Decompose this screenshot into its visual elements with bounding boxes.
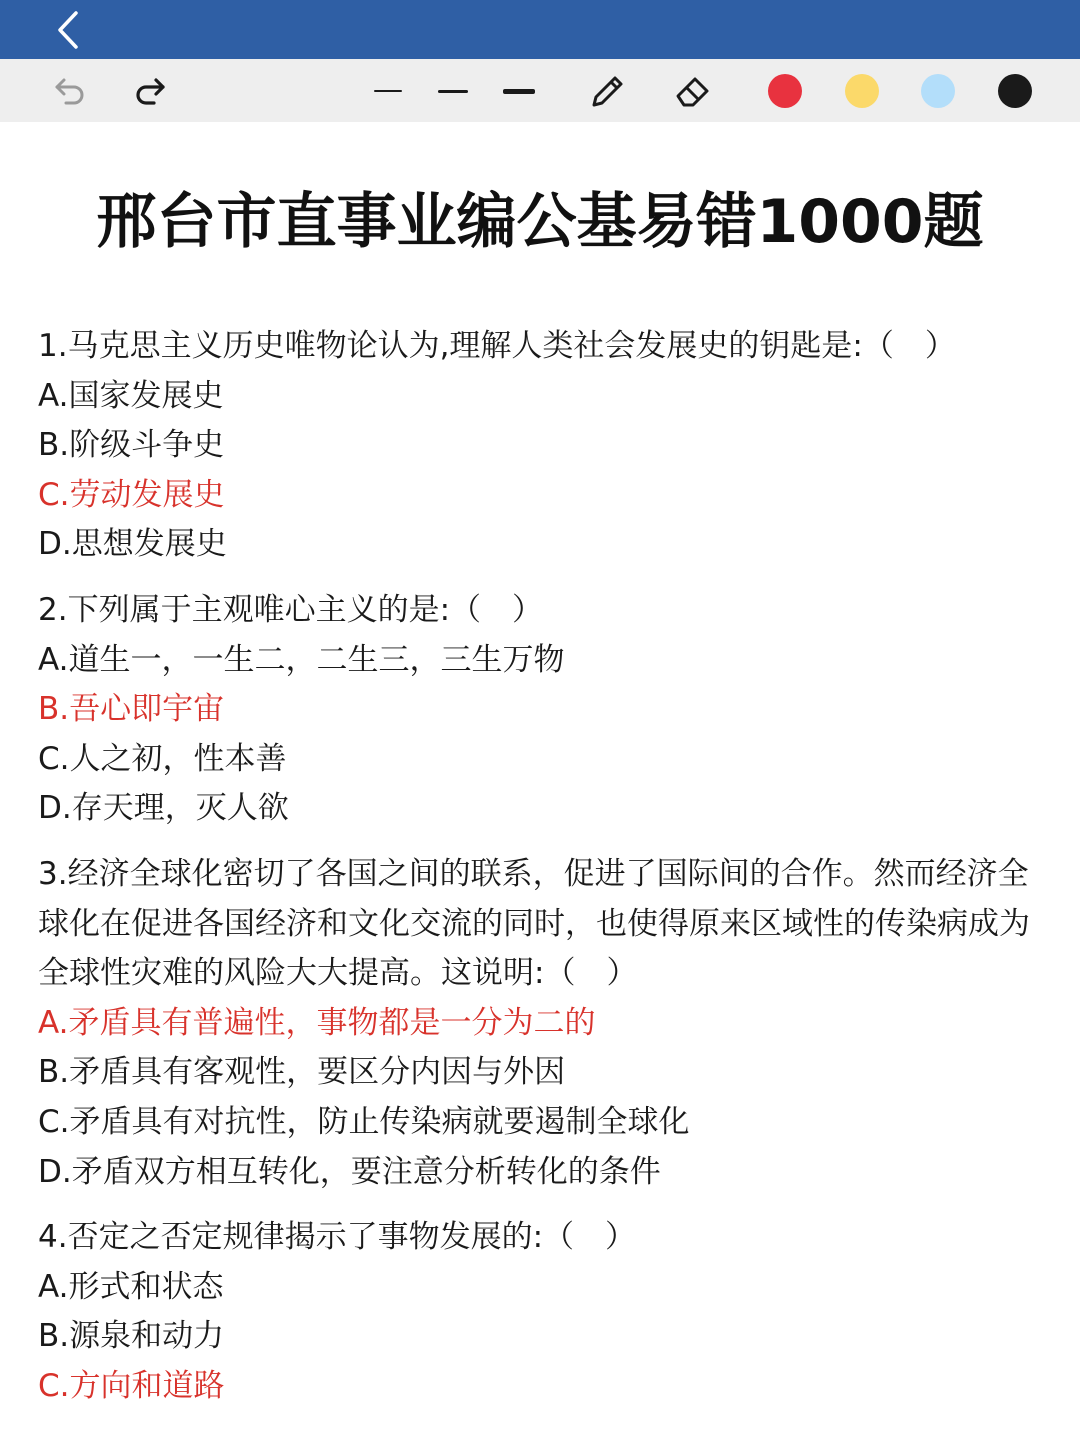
question-stem: 1.马克思主义历史唯物论认为,理解人类社会发展史的钥匙是:（ ） bbox=[38, 328, 956, 364]
answer-option: A.形式和状态 bbox=[38, 1268, 224, 1305]
question-block bbox=[38, 1213, 1048, 1411]
red-color-swatch[interactable] bbox=[768, 74, 802, 108]
chevron-left-icon bbox=[48, 8, 88, 52]
redo-icon bbox=[130, 71, 170, 111]
thick-stroke-icon bbox=[503, 89, 535, 94]
pencil-icon bbox=[586, 69, 630, 113]
eraser-button[interactable] bbox=[672, 69, 716, 113]
answer-option: A.国家发展史 bbox=[38, 377, 224, 414]
answer-option: D.思想发展史 bbox=[38, 526, 227, 563]
answer-option: B.阶级斗争史 bbox=[38, 427, 225, 464]
thin-stroke-button[interactable] bbox=[366, 69, 410, 113]
answer-option: B.源泉和动力 bbox=[38, 1318, 225, 1355]
answer-option: C.矛盾具有对抗性，防止传染病就要遏制全球化 bbox=[38, 1103, 690, 1140]
back-button[interactable] bbox=[48, 8, 88, 52]
light-blue-color-swatch[interactable] bbox=[921, 74, 955, 108]
document-title bbox=[91, 180, 990, 264]
undo-icon bbox=[50, 71, 90, 111]
title-area bbox=[0, 180, 1080, 264]
eraser-icon bbox=[672, 69, 716, 113]
answer-option-correct: A.矛盾具有普遍性，事物都是一分为二的 bbox=[38, 1004, 596, 1041]
redo-button[interactable] bbox=[128, 69, 172, 113]
question-list bbox=[38, 322, 1048, 1427]
question-block bbox=[38, 850, 1048, 1197]
undo-button[interactable] bbox=[48, 69, 92, 113]
pencil-button[interactable] bbox=[586, 69, 630, 113]
answer-option: A.道生一，一生二，二生三，三生万物 bbox=[38, 641, 565, 678]
question-stem: 3.经济全球化密切了各国之间的联系，促进了国际间的合作。然而经济全球化在促进各国经济和文化交流的同时，也使得原来区域性的传染病成为全球性灾难的风险大大提高。这说明:（ ） bbox=[38, 855, 1030, 992]
thick-stroke-button[interactable] bbox=[497, 69, 541, 113]
question-block bbox=[38, 322, 1048, 570]
question-stem: 2.下列属于主观唯心主义的是:（ ） bbox=[38, 591, 544, 628]
question-block bbox=[38, 586, 1048, 834]
medium-stroke-icon bbox=[438, 90, 468, 93]
answer-option-correct: C.方向和道路 bbox=[38, 1367, 225, 1404]
answer-option-correct: B.吾心即宇宙 bbox=[38, 691, 225, 728]
yellow-color-swatch[interactable] bbox=[845, 74, 879, 108]
top-nav-bar bbox=[0, 0, 1080, 59]
document-title-text: 邢台市直事业编公基易错1000题 bbox=[96, 187, 984, 257]
answer-option: C.人之初，性本善 bbox=[38, 740, 287, 777]
answer-option: B.矛盾具有客观性，要区分内因与外因 bbox=[38, 1054, 566, 1091]
black-color-swatch[interactable] bbox=[998, 74, 1032, 108]
answer-option-correct: C.劳动发展史 bbox=[38, 476, 225, 513]
answer-option: D.存天理，灭人欲 bbox=[38, 790, 289, 827]
answer-option: D.矛盾双方相互转化，要注意分析转化的条件 bbox=[38, 1153, 661, 1190]
medium-stroke-button[interactable] bbox=[431, 69, 475, 113]
thin-stroke-icon bbox=[374, 90, 402, 92]
drawing-toolbar bbox=[0, 59, 1080, 122]
question-stem: 4.否定之否定规律揭示了事物发展的:（ ） bbox=[38, 1219, 637, 1256]
